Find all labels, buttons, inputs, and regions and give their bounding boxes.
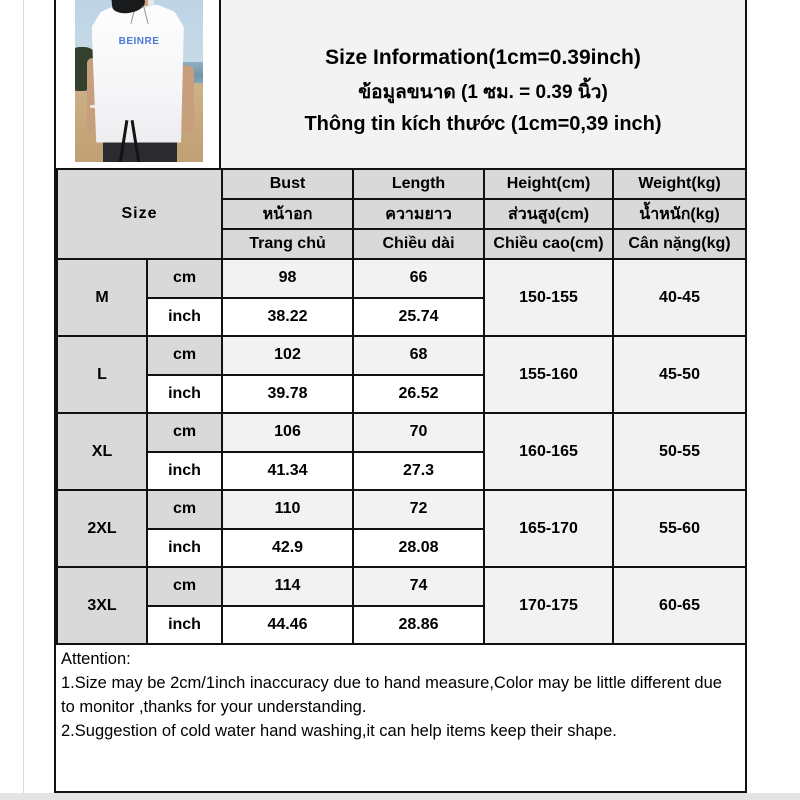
col-header-bust-th: หน้าอก (222, 199, 353, 229)
col-header-bust-vi: Trang chủ (222, 229, 353, 259)
col-header-weight-vi: Cân nặng(kg) (613, 229, 746, 259)
title-thai: ข้อมูลขนาด (1 ซม. = 0.39 นิ้ว) (358, 82, 608, 103)
weight-range-value: 55-60 (613, 490, 746, 567)
size-cell-2xl: 2XL (57, 490, 147, 567)
size-cell-3xl: 3XL (57, 567, 147, 644)
col-header-weight-th: น้ำหนัก(kg) (613, 199, 746, 229)
unit-inch-label: inch (147, 452, 222, 491)
size-cell-l: L (57, 336, 147, 413)
length-inch-value: 28.08 (353, 529, 484, 568)
unit-inch-label: inch (147, 298, 222, 337)
height-range-value: 150-155 (484, 259, 613, 336)
size-chart-panel (54, 0, 747, 793)
shirt-print-text: BEINRE (118, 35, 160, 47)
top-row (56, 0, 745, 168)
unit-cm-label: cm (147, 259, 222, 298)
product-photo-cell (56, 0, 221, 168)
col-header-length-vi: Chiều dài (353, 229, 484, 259)
size-table (56, 168, 747, 645)
title-block (221, 0, 745, 168)
unit-inch-label: inch (147, 606, 222, 645)
col-header-weight-en: Weight(kg) (613, 169, 746, 199)
header-row-english (57, 169, 746, 199)
col-header-length-th: ความยาว (353, 199, 484, 229)
size-cell-m: M (57, 259, 147, 336)
product-photo (75, 0, 203, 162)
unit-cm-label: cm (147, 567, 222, 606)
unit-cm-label: cm (147, 413, 222, 452)
bust-inch-value: 41.34 (222, 452, 353, 491)
page-edge-line (23, 0, 24, 793)
attention-heading: Attention: (61, 650, 131, 668)
photo-sleeveless-shirt (92, 5, 184, 143)
length-inch-value: 28.86 (353, 606, 484, 645)
attention-note (56, 645, 745, 791)
col-header-height-vi: Chiều cao(cm) (484, 229, 613, 259)
length-inch-value: 26.52 (353, 375, 484, 414)
size-cell-xl: XL (57, 413, 147, 490)
title-english: Size Information(1cm=0.39inch) (325, 46, 641, 69)
col-header-length-en: Length (353, 169, 484, 199)
bust-inch-value: 44.46 (222, 606, 353, 645)
table-row (57, 336, 746, 375)
attention-line-1: 1.Size may be 2cm/1inch inaccuracy due to hand measure,Color may be little different due to monitor ,thanks for your understanding. (61, 673, 722, 716)
bust-cm-value: 102 (222, 336, 353, 375)
table-row (57, 567, 746, 606)
bottom-page-strip (0, 793, 800, 800)
table-row (57, 413, 746, 452)
length-inch-value: 25.74 (353, 298, 484, 337)
unit-inch-label: inch (147, 529, 222, 568)
bust-inch-value: 42.9 (222, 529, 353, 568)
weight-range-value: 60-65 (613, 567, 746, 644)
table-row (57, 259, 746, 298)
length-cm-value: 70 (353, 413, 484, 452)
col-header-height-th: ส่วนสูง(cm) (484, 199, 613, 229)
weight-range-value: 45-50 (613, 336, 746, 413)
length-cm-value: 72 (353, 490, 484, 529)
attention-line-2: 2.Suggestion of cold water hand washing,it can help items keep their shape. (61, 721, 617, 740)
bust-cm-value: 114 (222, 567, 353, 606)
length-cm-value: 74 (353, 567, 484, 606)
height-range-value: 155-160 (484, 336, 613, 413)
photo-model-arm-right (181, 65, 194, 133)
title-vietnamese: Thông tin kích thước (1cm=0,39 inch) (304, 113, 662, 135)
length-cm-value: 66 (353, 259, 484, 298)
length-cm-value: 68 (353, 336, 484, 375)
length-inch-value: 27.3 (353, 452, 484, 491)
height-range-value: 170-175 (484, 567, 613, 644)
bust-cm-value: 110 (222, 490, 353, 529)
unit-cm-label: cm (147, 490, 222, 529)
unit-cm-label: cm (147, 336, 222, 375)
bust-inch-value: 38.22 (222, 298, 353, 337)
col-header-bust-en: Bust (222, 169, 353, 199)
bust-cm-value: 98 (222, 259, 353, 298)
weight-range-value: 50-55 (613, 413, 746, 490)
unit-inch-label: inch (147, 375, 222, 414)
size-header-cell: Size (57, 169, 222, 259)
height-range-value: 160-165 (484, 413, 613, 490)
bust-inch-value: 39.78 (222, 375, 353, 414)
height-range-value: 165-170 (484, 490, 613, 567)
col-header-height-en: Height(cm) (484, 169, 613, 199)
weight-range-value: 40-45 (613, 259, 746, 336)
table-row (57, 490, 746, 529)
bust-cm-value: 106 (222, 413, 353, 452)
